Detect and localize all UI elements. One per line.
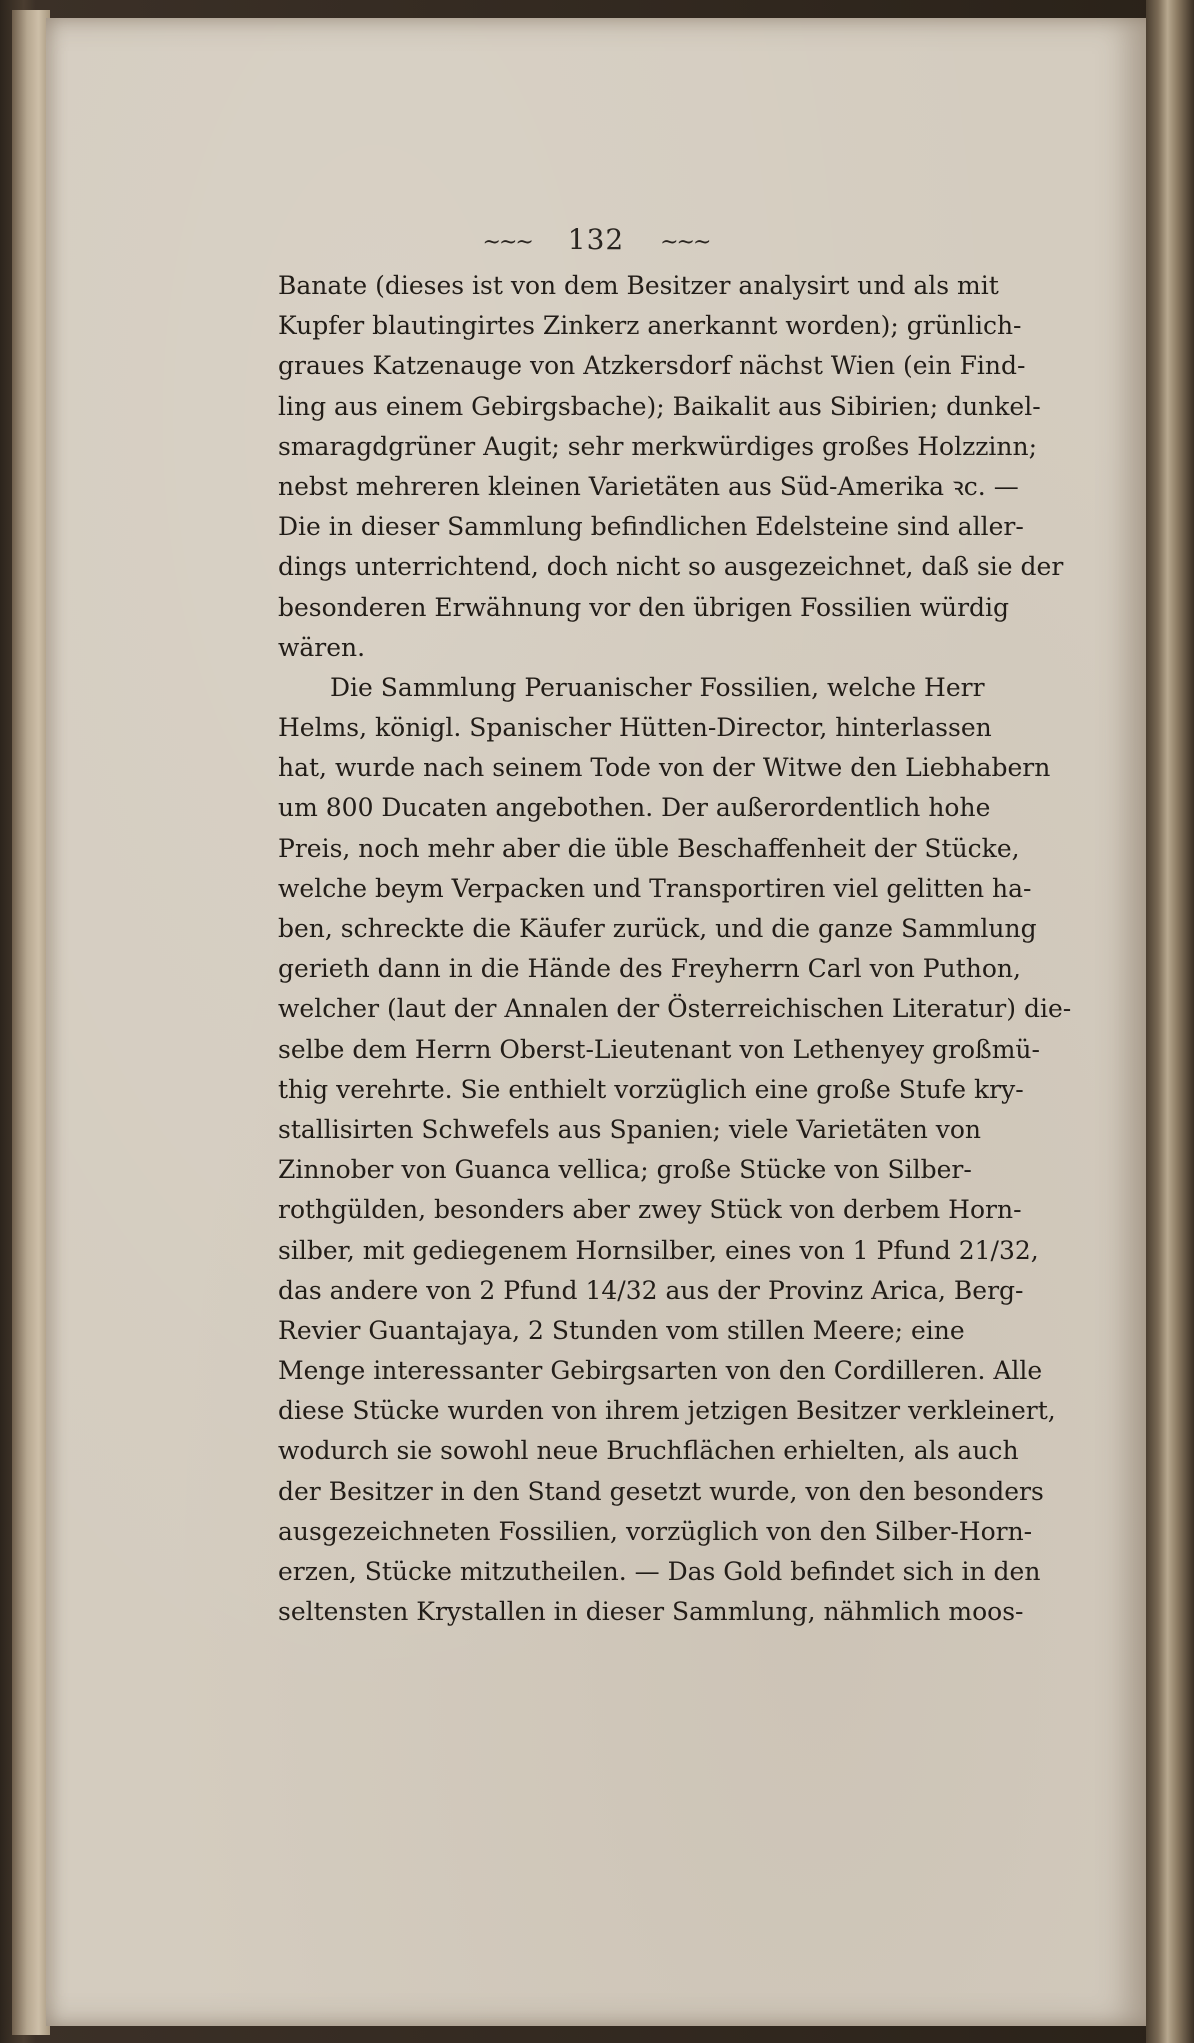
text-line: stallisirten Schwefels aus Spanien; viele Varietäten von <box>278 1114 982 1144</box>
text-line: rothgülden, besonders aber zwey Stück von derbem Horn- <box>278 1195 1022 1225</box>
text-line: Preis, noch mehr aber die üble Beschaffenheit der Stücke, <box>278 833 1020 863</box>
text-line: Banate (dieses ist von dem Besitzer analysirt und als mit <box>278 271 999 300</box>
page-number: 132 <box>567 223 625 256</box>
text-line: Die in dieser Sammlung befindlichen Edelsteine sind aller- <box>278 512 1024 542</box>
text-line: welcher (laut der Annalen der Österreichischen Literatur) die- <box>278 994 1072 1024</box>
text-line: um 800 Ducaten angebothen. Der außerordentlich hohe <box>278 793 991 823</box>
text-line: hat, wurde nach seinem Tode von der Witwe den Liebhabern <box>278 753 1051 783</box>
page-header <box>46 223 1146 256</box>
text-line: Kupfer blautingirtes Zinkerz anerkannt worden); grünlich- <box>278 311 1022 341</box>
text-line: dings unterrichtend, doch nicht so ausgezeichnet, daß sie der <box>278 552 1064 582</box>
text-line: ben, schreckte die Käufer zurück, und die ganze Sammlung <box>278 914 1037 943</box>
body-text <box>278 266 1138 1632</box>
text-line: ausgezeichneten Fossilien, vorzüglich von den Silber-Horn- <box>278 1516 1033 1546</box>
text-line: gerieth dann in die Hände des Freyherrn Carl von Puthon, <box>278 954 1021 984</box>
text-line: welche beym Verpacken und Transportiren viel gelitten ha- <box>278 873 1032 903</box>
text-line: nebst mehreren kleinen Varietäten aus Süd-Amerika ꝛc. — <box>278 471 1019 501</box>
ornament-left: ~~~ <box>482 230 532 255</box>
text-line: selbe dem Herrn Oberst-Lieutenant von Lethenyey großmü- <box>278 1034 1040 1064</box>
text-line: der Besitzer in den Stand gesetzt wurde, von den besonders <box>278 1476 1044 1506</box>
text-line: graues Katzenauge von Atzkersdorf nächst Wien (ein Find- <box>278 351 1026 381</box>
text-line: besonderen Erwähnung vor den übrigen Fossilien würdig <box>278 592 1010 622</box>
text-line: wodurch sie sowohl neue Bruchflächen erhielten, als auch <box>278 1436 1019 1466</box>
text-line: silber, mit gediegenem Hornsilber, eines von 1 Pfund 21/32, <box>278 1235 1039 1265</box>
text-line: Helms, königl. Spanischer Hütten-Director, hinterlassen <box>278 713 992 743</box>
text-line: smaragdgrüner Augit; sehr merkwürdiges großes Holzzinn; <box>278 431 1038 461</box>
text-line: erzen, Stücke mitzutheilen. — Das Gold befindet sich in den <box>278 1557 1041 1586</box>
text-line: ling aus einem Gebirgsbache); Baikalit aus Sibirien; dunkel- <box>278 391 1041 421</box>
text-line: diese Stücke wurden von ihrem jetzigen Besitzer verkleinert, <box>278 1396 1056 1426</box>
book-page <box>46 18 1146 2026</box>
text-line: das andere von 2 Pfund 14/32 aus der Provinz Arica, Berg- <box>278 1275 1024 1305</box>
text-line: wären. <box>278 632 366 662</box>
page-edge-left <box>12 10 50 2035</box>
paragraph-start-line: Die Sammlung Peruanischer Fossilien, welche Herr <box>330 672 985 702</box>
text-line: Zinnober von Guanca vellica; große Stücke von Silber- <box>278 1155 972 1185</box>
text-line: Revier Guantajaya, 2 Stunden vom stillen Meere; eine <box>278 1315 965 1345</box>
text-line: Menge interessanter Gebirgsarten von den Cordilleren. Alle <box>278 1356 1043 1386</box>
text-line: seltensten Krystallen in dieser Sammlung, nähmlich moos- <box>278 1597 1024 1627</box>
ornament-right: ~~~ <box>660 230 710 255</box>
page-edge-right <box>1146 0 1194 2043</box>
text-line: thig verehrte. Sie enthielt vorzüglich eine große Stufe kry- <box>278 1074 1024 1104</box>
